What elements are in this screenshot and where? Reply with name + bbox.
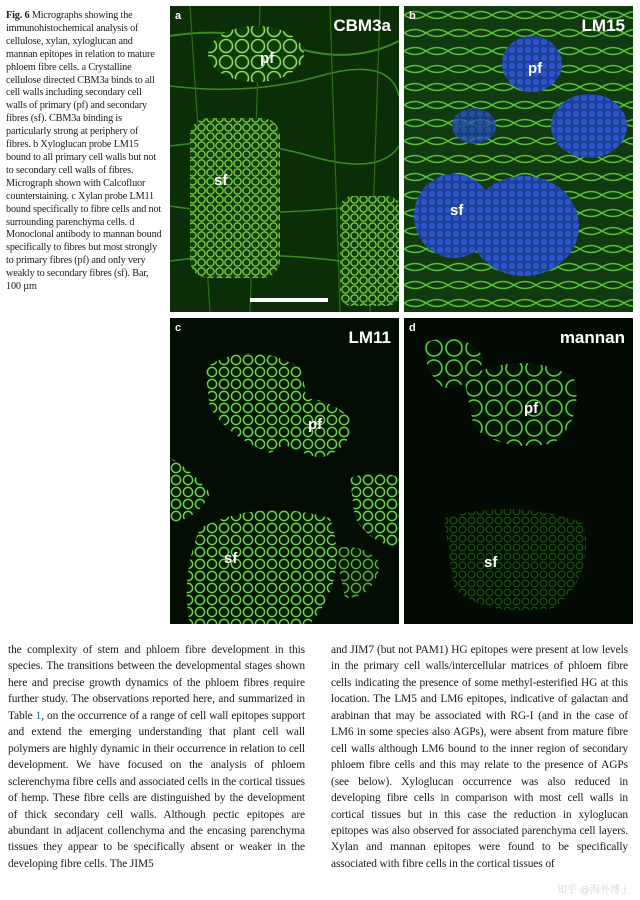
body-text: , on the occurrence of a range of cell wall epitopes support and extend the emerging understanding that plant cell wall polymers are highly dynamic in their occurrence in relation to cell development. We have focused on the analysis of phloem sclerenchyma fibre cells and associated cells in the cortical tissues of hemp. These fibre cells are distinguished by the development of thick secondary cell walls. Although pectic epitopes are abundant in adjacent collenchyma and the encasing parenchyma tissues they appear to be specifically absent or weaker in the developing fibre cells. The JIM5 <box>8 709 305 870</box>
probe-label: CBM3a <box>333 16 391 35</box>
panel-letter: b <box>409 10 416 22</box>
body-column-right <box>331 642 628 872</box>
panel-d-mannan <box>404 318 633 624</box>
primary-fibre-label: pf <box>260 50 275 67</box>
primary-fibre-label: pf <box>524 400 539 417</box>
body-column-left <box>8 642 305 872</box>
secondary-fibre-label: sf <box>214 172 228 189</box>
probe-label: LM11 <box>348 328 391 347</box>
caption-text: Micrographs showing the immunohistochemical analysis of cellulose, xylan, xyloglucan and mannan epitopes in relation to mature phloem fibre cells. a Crystalline cellulose directed CBM3a binds to all cell walls including secondary cell walls of primary (pf) and secondary fibres (sf). CBM3a binding is particularly strong at periphery of fibres. b Xyloglucan probe LM15 bound to all primary cell walls but not to secondary cell walls of fibres. Micrograph shown with Calcofluor counterstaining. c Xylan probe LM11 bound specifically to fibre cells and not surrounding parenchyma cells. d Monoclonal antibody to mannan bound specifically to fibres but most strongly to primary fibres (pf) and only very weakly to secondary fibres (sf). Bar, 100 µm <box>6 10 162 293</box>
panel-c-micrograph <box>170 318 399 624</box>
probe-label: LM15 <box>581 16 625 35</box>
primary-fibre-label: pf <box>528 60 543 77</box>
watermark: 知乎 @海外博士 <box>556 885 630 896</box>
panel-b-lm15 <box>404 6 633 312</box>
panel-letter: a <box>175 10 182 22</box>
table-reference-link[interactable]: 1 <box>35 709 42 722</box>
primary-fibre-label: pf <box>308 416 323 433</box>
panel-a-cbm3a <box>170 6 399 312</box>
scale-bar <box>250 298 328 302</box>
panel-letter: d <box>409 322 416 334</box>
body-paragraph <box>8 642 305 872</box>
panel-d-micrograph <box>404 318 633 624</box>
panel-a-micrograph <box>170 6 399 312</box>
panel-c-lm11 <box>170 318 399 624</box>
body-paragraph: and JIM7 (but not PAM1) HG epitopes were present at low levels in the primary cell walls/intercellular matrices of phloem fibre cells indicating the presence of some methyl-esterified HG at this location. The LM5 and LM6 epitopes, indicative of galactan and arabinan that may be associated with RG-I (and in the case of LM6 in some species also AGPs), were absent from mature fibre cell walls although LM6 bound to the inner region of secondary phloem fibre cells and this may relate to the presence of AGPs (see below). Xyloglucan occurrence was also reduced in developing fibre cells in comparison with most cell walls in cortical tissues but in this case the reduction in xyloglucan epitopes was also observed for associated parenchyma cell layers. Xylan and mannan epitopes were found to be specifically associated with fibre cells in the cortical tissues of <box>331 644 628 870</box>
panel-b-micrograph <box>404 6 633 312</box>
secondary-fibre-label: sf <box>224 550 238 567</box>
figure-caption <box>6 10 164 294</box>
body-text: the complexity of stem and phloem fibre development in this species. The transitions between the developmental stages shown here and precise growth dynamics of the phloem fibres require further study. The observations reported here, and summarized in Table <box>8 644 305 722</box>
secondary-fibre-label: sf <box>450 202 464 219</box>
panel-letter: c <box>175 322 182 334</box>
secondary-fibre-label: sf <box>484 554 498 571</box>
probe-label: mannan <box>559 328 625 347</box>
figure-label: Fig. 6 <box>6 10 30 21</box>
micrograph-figure <box>170 6 634 626</box>
